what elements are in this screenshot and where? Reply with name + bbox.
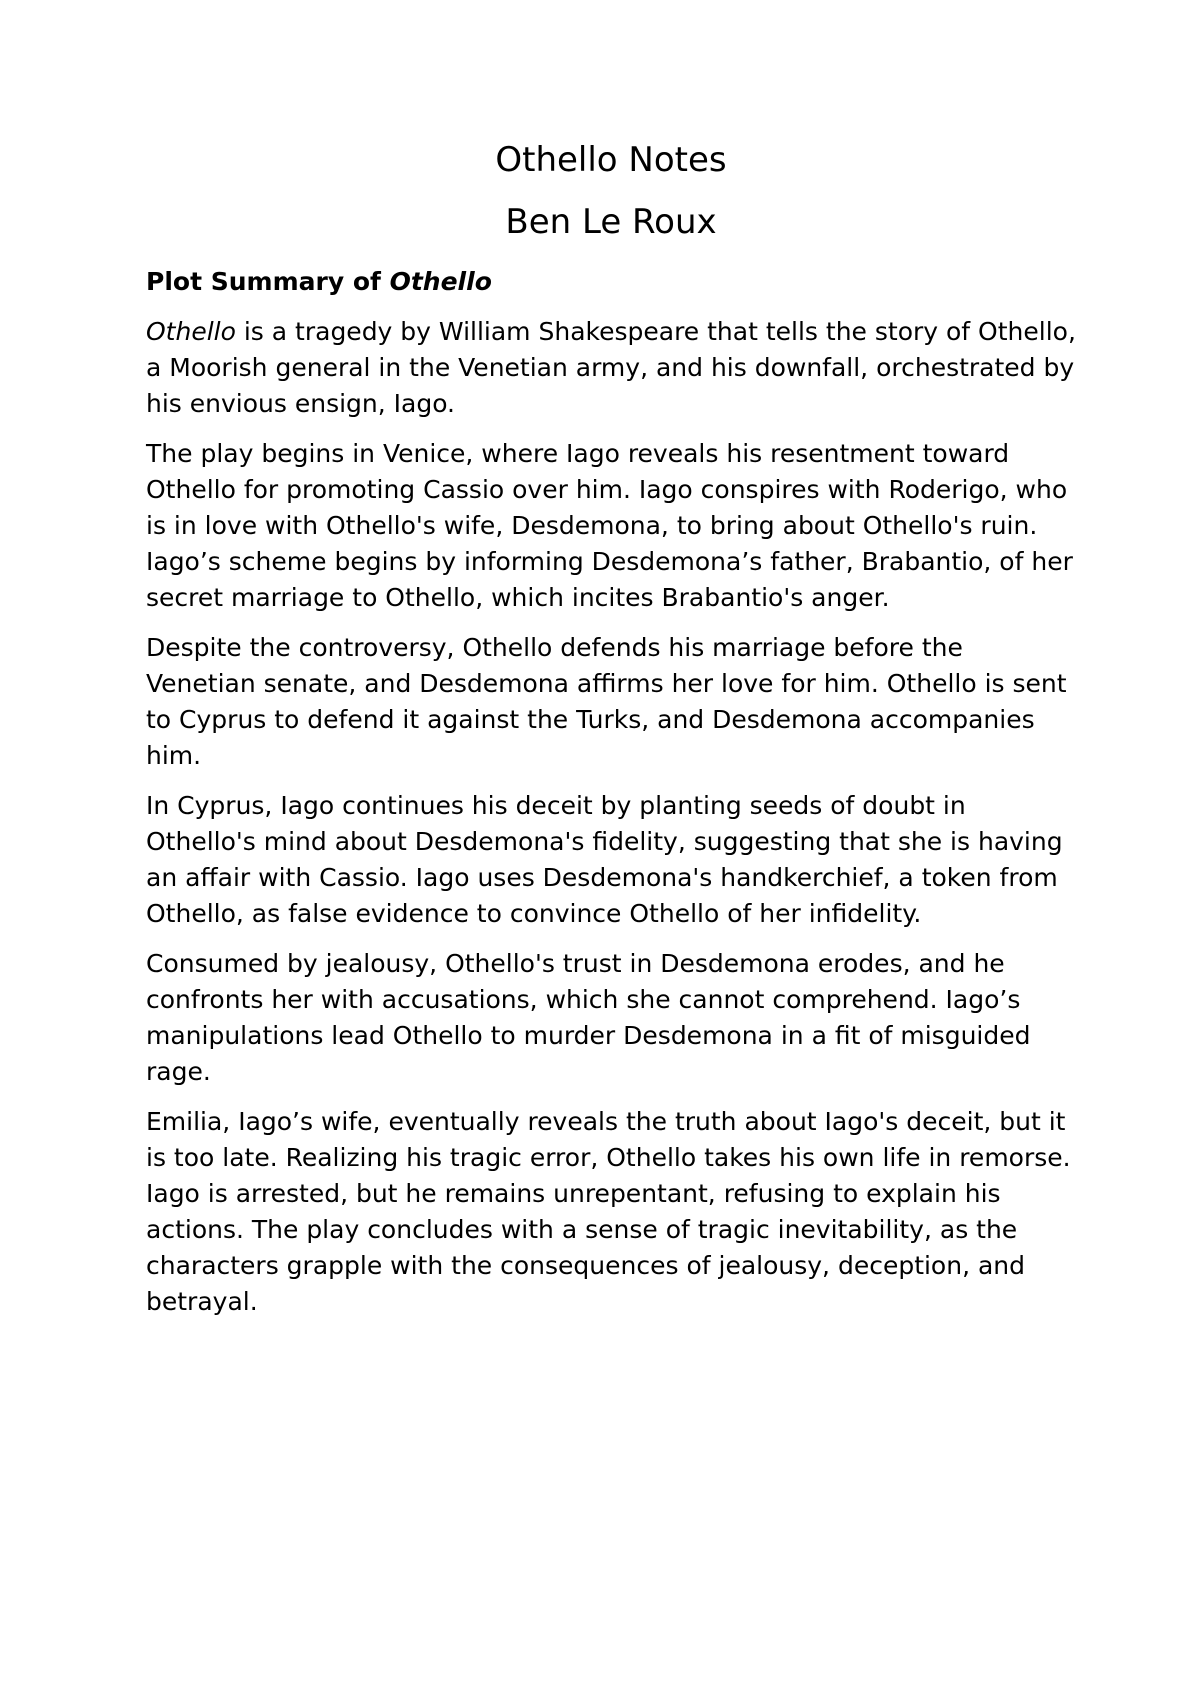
- paragraph-6: [146, 1104, 1076, 1320]
- section-heading: [146, 264, 1076, 300]
- paragraph-2-text: The play begins in Venice, where Iago reveals his resentment toward Othello for promoting Cassio over him. Iago conspires with Roderigo, who is in love with Othello's wife, Desdemona, to bring about Othello's ruin. Iago’s scheme begins by informing Desdemona’s father, Brabantio, of her secret marriage to Othello, which incites Brabantio's anger.: [146, 439, 1073, 612]
- paragraph-6-text: Emilia, Iago’s wife, eventually reveals the truth about Iago's deceit, but it is too late. Realizing his tragic error, Othello takes his own life in remorse. Iago is arrested, but he remains unrepentant, refusing to explain his actions. The play concludes with a sense of tragic inevitability, as the characters grapple with the consequences of jealousy, deception, and betrayal.: [146, 1107, 1071, 1316]
- paragraph-2: [146, 436, 1076, 616]
- paragraph-3: [146, 630, 1076, 774]
- paragraph-5-text: Consumed by jealousy, Othello's trust in Desdemona erodes, and he confronts her with accusations, which she cannot comprehend. Iago’s manipulations lead Othello to murder Desdemona in a fit of misguided rage.: [146, 949, 1031, 1086]
- document-author: Ben Le Roux: [505, 202, 717, 242]
- paragraph-1-italic-lead: Othello: [146, 317, 236, 346]
- paragraph-1: [146, 314, 1076, 422]
- document-content: [146, 140, 1076, 1334]
- paragraph-1-text: is a tragedy by William Shakespeare that tells the story of Othello, a Moorish general in the Venetian army, and his downfall, orchestrated by his envious ensign, Iago.: [146, 317, 1076, 418]
- paragraph-4: [146, 788, 1076, 932]
- paragraph-3-text: Despite the controversy, Othello defends his marriage before the Venetian senate, and Desdemona affirms her love for him. Othello is sent to Cyprus to defend it against the Turks, and Desdemona accompanies him.: [146, 633, 1067, 770]
- section-heading-italic: Othello: [389, 267, 492, 296]
- section-heading-prefix: Plot Summary of: [146, 267, 390, 296]
- document-title: Othello Notes: [495, 140, 727, 180]
- paragraph-4-text: In Cyprus, Iago continues his deceit by planting seeds of doubt in Othello's mind about Desdemona's fidelity, suggesting that she is having an affair with Cassio. Iago uses Desdemona's handkerchief, a token from Othello, as false evidence to convince Othello of her infidelity.: [146, 791, 1063, 928]
- paragraph-5: [146, 946, 1076, 1090]
